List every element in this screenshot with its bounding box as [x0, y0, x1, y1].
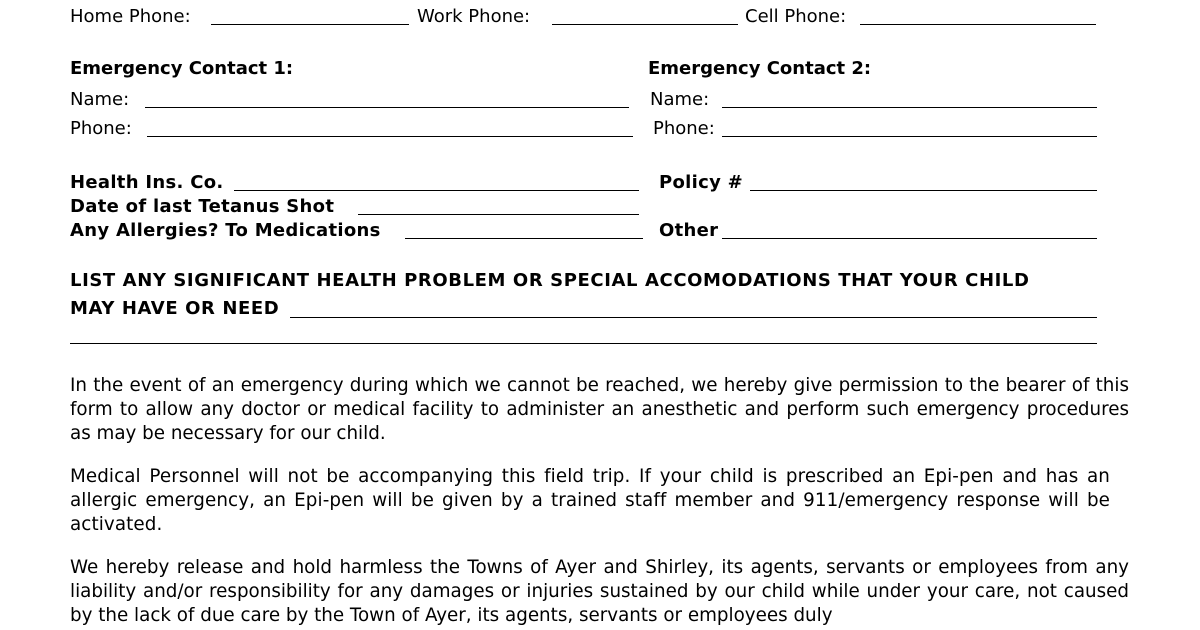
release-liability-paragraph: We hereby release and hold harmless the Towns of Ayer and Shirley, its agents, servants or employees from any liability and/or responsibility for any damages or injuries sustained by our child while under your care, not caused by the lack of due care by the Town of Ayer, its agents, servants or employees duly	[70, 557, 1129, 626]
health-ins-label: Health Ins. Co.	[70, 172, 224, 193]
contact-2-name-label: Name:	[650, 89, 710, 110]
cell-phone-field[interactable]	[860, 24, 1096, 25]
health-ins-field[interactable]	[234, 190, 639, 191]
tetanus-field[interactable]	[358, 214, 639, 215]
home-phone-label: Home Phone:	[70, 6, 191, 27]
policy-label: Policy #	[659, 172, 744, 193]
allergies-field[interactable]	[405, 238, 643, 239]
cell-phone-label: Cell Phone:	[745, 6, 847, 27]
medical-personnel-paragraph: Medical Personnel will not be accompanying this field trip. If your child is prescribed an Epi-pen and has an allergic emergency, an Epi-pen will be given by a trained staff member and 911/emergency response will be activated.	[70, 466, 1110, 535]
contact-2-name-field[interactable]	[722, 107, 1097, 108]
allergies-label: Any Allergies? To Medications	[70, 220, 381, 241]
policy-field[interactable]	[750, 190, 1097, 191]
contact-1-name-field[interactable]	[145, 107, 629, 108]
tetanus-label: Date of last Tetanus Shot	[70, 196, 335, 217]
contact-1-phone-label: Phone:	[70, 118, 132, 139]
special-needs-field-1[interactable]	[290, 317, 1097, 318]
emergency-contact-2-heading: Emergency Contact 2:	[648, 58, 872, 79]
other-field[interactable]	[722, 238, 1097, 239]
emergency-permission-paragraph: In the event of an emergency during which we cannot be reached, we hereby give permission to the bearer of this form to allow any doctor or medical facility to administer an anesthetic and perform such emergency procedures as may be necessary for our child.	[70, 375, 1129, 444]
special-needs-heading-line1: LIST ANY SIGNIFICANT HEALTH PROBLEM OR SPECIAL ACCOMODATIONS THAT YOUR CHILD	[70, 270, 1030, 291]
contact-1-phone-field[interactable]	[147, 136, 633, 137]
contact-2-phone-field[interactable]	[722, 136, 1097, 137]
other-label: Other	[659, 220, 719, 241]
home-phone-field[interactable]	[211, 24, 409, 25]
work-phone-field[interactable]	[552, 24, 738, 25]
contact-1-name-label: Name:	[70, 89, 130, 110]
special-needs-heading-line2: MAY HAVE OR NEED	[70, 298, 280, 319]
emergency-contact-1-heading: Emergency Contact 1:	[70, 58, 294, 79]
work-phone-label: Work Phone:	[417, 6, 531, 27]
special-needs-field-2[interactable]	[70, 343, 1097, 344]
contact-2-phone-label: Phone:	[653, 118, 715, 139]
